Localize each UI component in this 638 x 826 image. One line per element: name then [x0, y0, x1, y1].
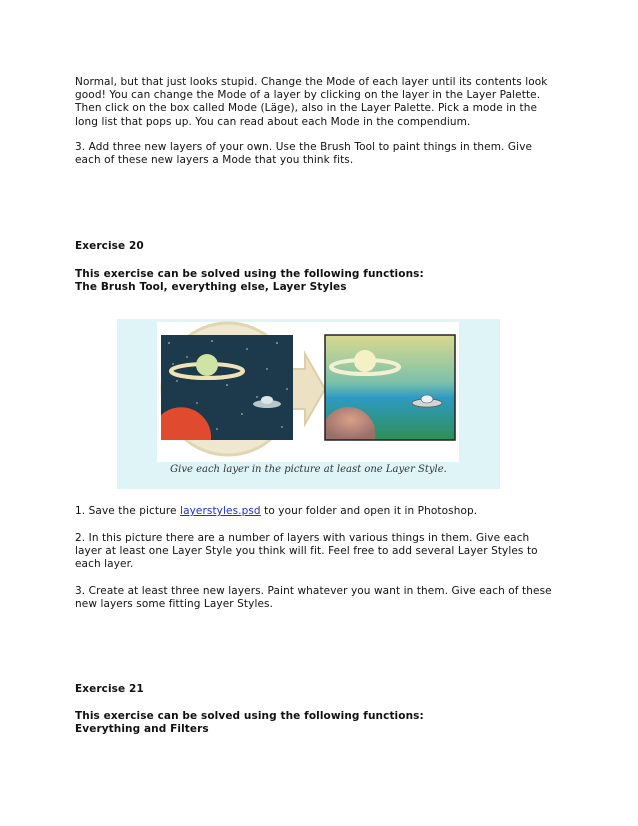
exercise-21-functions-line-2: Everything and Filters	[75, 723, 209, 735]
ufo-dome	[261, 396, 273, 404]
figure-caption: Give each layer in the picture at least one Layer Style.	[170, 464, 447, 475]
exercise-21-heading: Exercise 21	[75, 683, 144, 695]
yellow-planet	[196, 354, 218, 376]
exercise-20-functions-line-2: The Brush Tool, everything else, Layer Styles	[75, 281, 347, 293]
step-1-prefix: 1. Save the picture	[75, 505, 181, 517]
step-3-paragraph: 3. Add three new layers of your own. Use the Brush Tool to paint things in them. Give each of these new layers a Mode that you think fits.	[75, 141, 533, 167]
after-picture	[325, 335, 455, 440]
exercise-20-step-3: 3. Create at least three new layers. Paint whatever you want in them. Give each of these new layers some fitting Layer Styles.	[75, 585, 552, 611]
before-picture	[161, 335, 293, 440]
exercise-20-heading: Exercise 20	[75, 240, 144, 252]
step-1-suffix: to your folder and open it in Photoshop.	[260, 505, 478, 517]
intro-paragraph: Normal, but that just looks stupid. Change the Mode of each layer until its contents look good! You can change the Mode of a layer by clicking on the layer in the Layer Palette. Then click on the box called Mode (Läge), also in the Layer Palette. Pick a mode in the long list that pops up. You can read about each Mode in the compendium.	[75, 76, 548, 128]
exercise-20-functions-line-1: This exercise can be solved using the following functions:	[75, 268, 424, 280]
styled-yellow-planet	[354, 350, 376, 372]
layer-styles-figure	[117, 319, 500, 489]
exercise-20-step-1	[75, 505, 555, 518]
layerstyles-file-link[interactable]: layerstyles.psd	[180, 505, 261, 517]
exercise-20-step-2: 2. In this picture there are a number of layers with various things in them. Give each layer at least one Layer Style you think will fit. Feel free to add several Layer Styles to each layer.	[75, 532, 538, 571]
styled-ufo-dome	[421, 395, 433, 403]
exercise-21-functions-line-1: This exercise can be solved using the following functions:	[75, 710, 424, 722]
